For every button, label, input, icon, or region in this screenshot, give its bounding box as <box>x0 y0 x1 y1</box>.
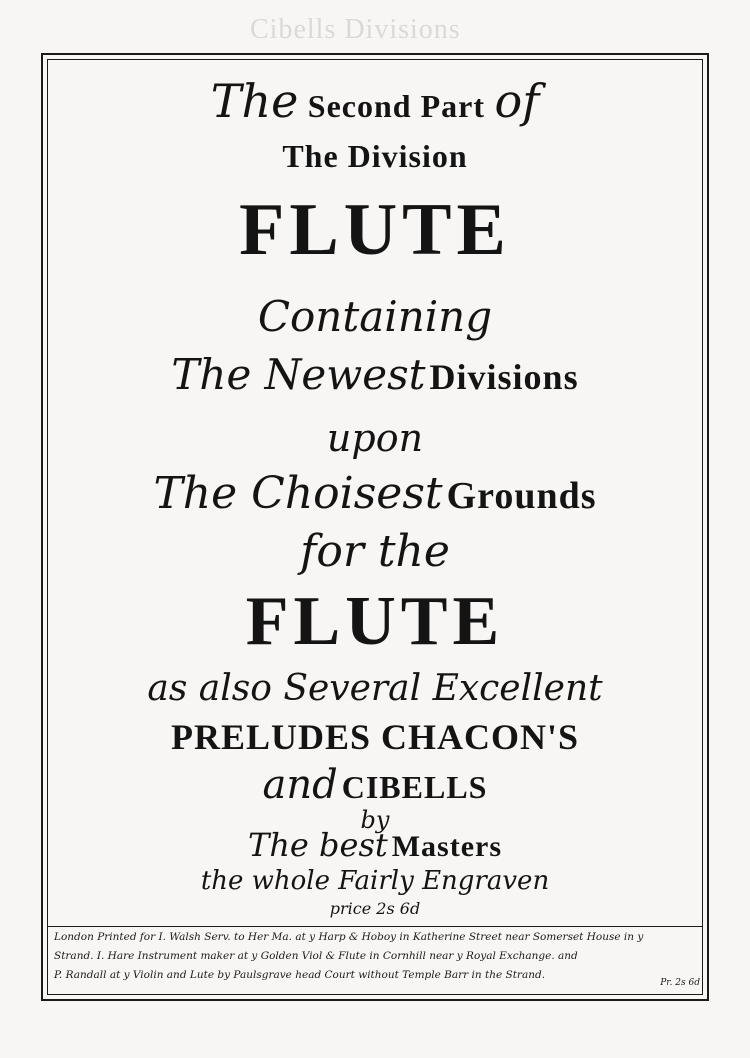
title-line-12: and CIBELLS <box>262 762 488 808</box>
title-upon: upon <box>326 416 424 460</box>
imprint-line-1: London Printed for I. Walsh Serv. to Her Ma. at y Harp & Hoboy in Katherine Street near Somerset House in y <box>54 931 644 943</box>
imprint-line-2: Strand. I. Hare Instrument maker at y Golden Viol & Flute in Cornhill near y Royal Exchange. and <box>54 950 578 962</box>
title-flute-1: FLUTE <box>239 189 511 271</box>
title-preludes: PRELUDES CHACON'S <box>170 717 580 757</box>
imprint-line-3: P. Randall at y Violin and Lute by Paulsgrave head Court without Temple Barr in the Strand. <box>54 969 546 981</box>
imprint-divider <box>48 926 702 927</box>
title-line-2: The Division <box>282 138 468 174</box>
background-bleed-title: Cibells Divisions <box>250 14 461 45</box>
title-price: price 2s 6d <box>329 899 421 918</box>
title-as-also: as also Several Excellent <box>147 668 603 709</box>
title-flute-2: FLUTE <box>245 583 505 660</box>
title-line-5: The Newest Divisions <box>171 350 579 399</box>
imprint-price-mark: Pr. 2s 6d <box>660 978 700 988</box>
title-line-7: The Choisest Grounds <box>153 468 597 519</box>
title-by: by <box>360 806 390 834</box>
title-line-14: The best Masters <box>247 826 503 864</box>
title-for-the: for the <box>300 526 450 577</box>
title-engraven: the whole Fairly Engraven <box>200 866 550 896</box>
title-line-1: The Second Part of <box>210 74 540 128</box>
title-containing: Containing <box>257 292 493 341</box>
